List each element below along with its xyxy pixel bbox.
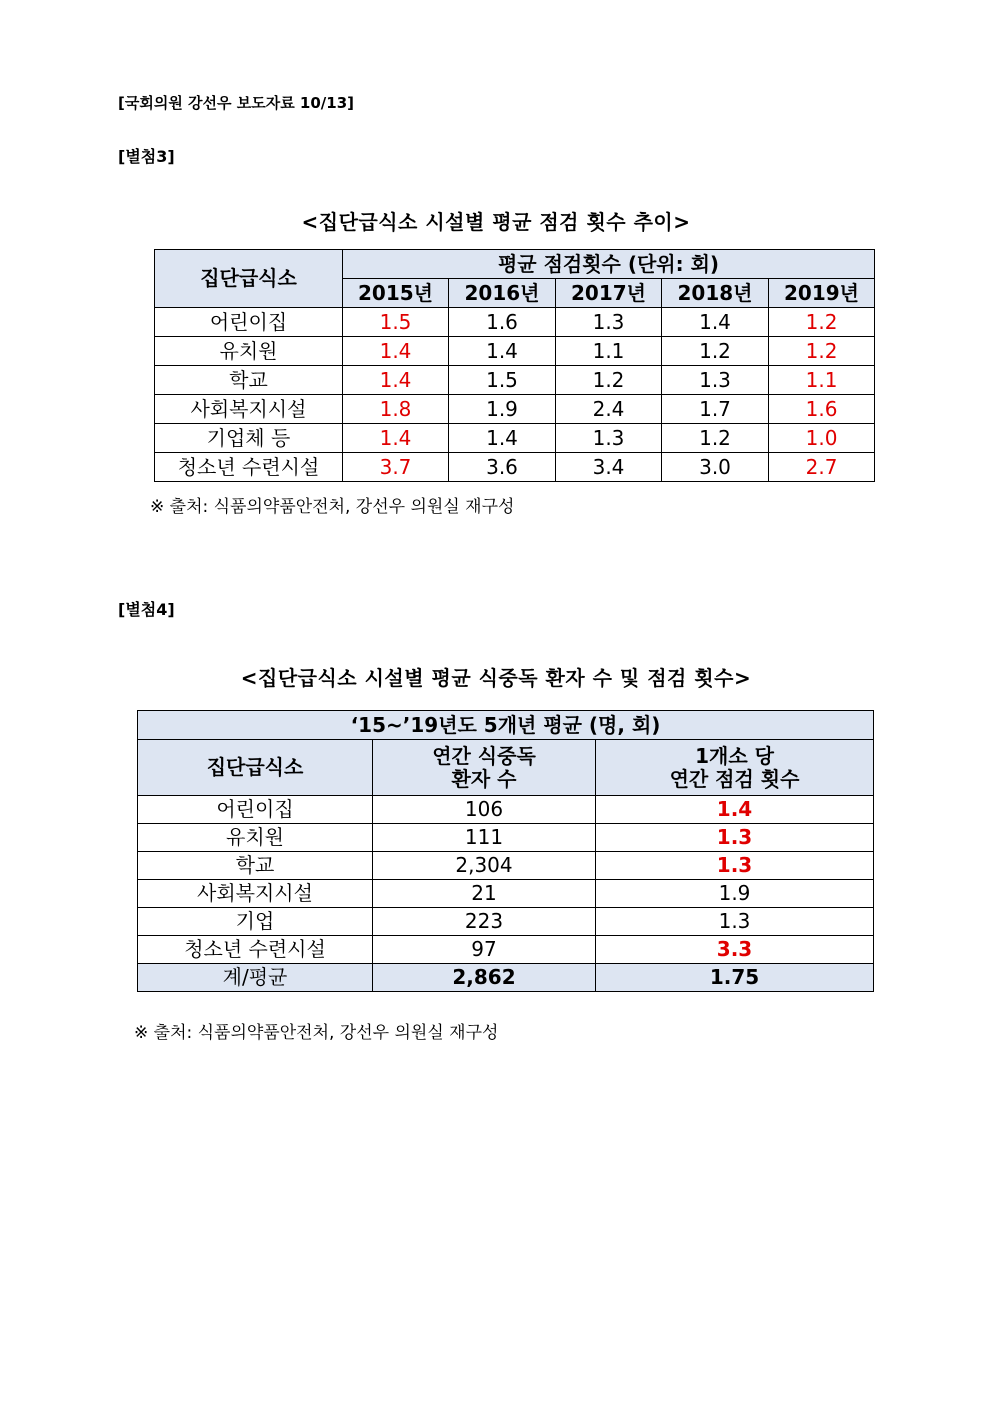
patients-header-line2: 환자 수 bbox=[451, 766, 517, 791]
table-4-source: ※ 출처: 식품의약품안전처, 강선우 의원실 재구성 bbox=[134, 1023, 499, 1043]
inspection-value: 1.6 bbox=[769, 395, 875, 424]
inspection-trend-table bbox=[154, 249, 875, 482]
poisoning-inspection-table bbox=[137, 710, 874, 992]
inspections-column-header bbox=[596, 740, 874, 796]
table-row bbox=[155, 308, 875, 337]
year-header: 2017년 bbox=[556, 279, 662, 308]
avg-inspection-group-header: 평균 점검횟수 (단위: 회) bbox=[343, 250, 875, 279]
press-release-header: [국회의원 강선우 보도자료 10/13] bbox=[118, 94, 354, 112]
inspection-value: 1.4 bbox=[343, 366, 449, 395]
year-header: 2019년 bbox=[769, 279, 875, 308]
facility-name: 어린이집 bbox=[155, 308, 343, 337]
table-row bbox=[155, 337, 875, 366]
table-3-source: ※ 출처: 식품의약품안전처, 강선우 의원실 재구성 bbox=[150, 497, 515, 517]
inspections-value: 1.4 bbox=[596, 796, 874, 824]
inspection-value: 1.4 bbox=[662, 308, 769, 337]
inspections-header-line2: 연간 점검 횟수 bbox=[669, 766, 800, 791]
facility-name: 기업 bbox=[138, 908, 373, 936]
facility-name: 어린이집 bbox=[138, 796, 373, 824]
inspection-value: 3.7 bbox=[343, 453, 449, 482]
inspection-value: 1.0 bbox=[769, 424, 875, 453]
table-4-title: <집단급식소 시설별 평균 식중독 환자 수 및 점검 횟수> bbox=[240, 666, 752, 690]
table-row bbox=[138, 852, 874, 880]
facility-name: 학교 bbox=[155, 366, 343, 395]
attachment-4-label: [별첨4] bbox=[118, 600, 175, 619]
table-row bbox=[155, 424, 875, 453]
patients-value: 111 bbox=[373, 824, 596, 852]
patients-column-header bbox=[373, 740, 596, 796]
inspection-value: 1.1 bbox=[556, 337, 662, 366]
inspection-value: 1.9 bbox=[449, 395, 556, 424]
facility-name: 청소년 수련시설 bbox=[155, 453, 343, 482]
patients-value: 223 bbox=[373, 908, 596, 936]
facility-name: 기업체 등 bbox=[155, 424, 343, 453]
table-row bbox=[155, 453, 875, 482]
patients-header-line1: 연간 식중독 bbox=[432, 743, 536, 768]
table-row bbox=[155, 395, 875, 424]
inspection-value: 1.2 bbox=[556, 366, 662, 395]
year-header: 2016년 bbox=[449, 279, 556, 308]
table-row bbox=[138, 824, 874, 852]
patients-value: 106 bbox=[373, 796, 596, 824]
facility-name: 청소년 수련시설 bbox=[138, 936, 373, 964]
inspections-value: 1.3 bbox=[596, 852, 874, 880]
patients-value: 21 bbox=[373, 880, 596, 908]
inspection-value: 2.4 bbox=[556, 395, 662, 424]
patients-value: 97 bbox=[373, 936, 596, 964]
inspection-value: 1.4 bbox=[449, 424, 556, 453]
inspection-value: 1.8 bbox=[343, 395, 449, 424]
inspections-value: 1.9 bbox=[596, 880, 874, 908]
attachment-3-label: [별첨3] bbox=[118, 147, 175, 166]
table-row bbox=[138, 908, 874, 936]
inspection-value: 3.6 bbox=[449, 453, 556, 482]
patients-value: 2,304 bbox=[373, 852, 596, 880]
inspection-value: 3.0 bbox=[662, 453, 769, 482]
inspection-value: 1.4 bbox=[449, 337, 556, 366]
inspection-value: 1.3 bbox=[556, 308, 662, 337]
inspections-value: 3.3 bbox=[596, 936, 874, 964]
inspection-value: 1.2 bbox=[662, 424, 769, 453]
inspection-value: 3.4 bbox=[556, 453, 662, 482]
inspection-value: 1.5 bbox=[343, 308, 449, 337]
table-row bbox=[155, 366, 875, 395]
year-header: 2015년 bbox=[343, 279, 449, 308]
table-row bbox=[138, 880, 874, 908]
inspection-value: 1.3 bbox=[662, 366, 769, 395]
inspection-value: 1.2 bbox=[769, 337, 875, 366]
inspection-value: 1.6 bbox=[449, 308, 556, 337]
table-row bbox=[138, 936, 874, 964]
average-inspections: 1.75 bbox=[596, 964, 874, 992]
inspection-value: 2.7 bbox=[769, 453, 875, 482]
inspections-header-line1: 1개소 당 bbox=[695, 743, 774, 768]
five-year-average-header: ‘15~’19년도 5개년 평균 (명, 회) bbox=[138, 711, 874, 740]
inspection-value: 1.1 bbox=[769, 366, 875, 395]
inspection-value: 1.4 bbox=[343, 337, 449, 366]
facility-name: 유치원 bbox=[138, 824, 373, 852]
inspection-value: 1.2 bbox=[769, 308, 875, 337]
year-header: 2018년 bbox=[662, 279, 769, 308]
total-patients: 2,862 bbox=[373, 964, 596, 992]
inspections-value: 1.3 bbox=[596, 824, 874, 852]
inspections-value: 1.3 bbox=[596, 908, 874, 936]
inspection-value: 1.5 bbox=[449, 366, 556, 395]
inspection-value: 1.7 bbox=[662, 395, 769, 424]
inspection-value: 1.3 bbox=[556, 424, 662, 453]
inspection-value: 1.4 bbox=[343, 424, 449, 453]
facility-name: 사회복지시설 bbox=[138, 880, 373, 908]
table-3-title: <집단급식소 시설별 평균 점검 횟수 추이> bbox=[301, 210, 691, 234]
facility-name: 유치원 bbox=[155, 337, 343, 366]
facility-column-header: 집단급식소 bbox=[155, 250, 343, 308]
facility-name: 학교 bbox=[138, 852, 373, 880]
inspection-value: 1.2 bbox=[662, 337, 769, 366]
total-label: 계/평균 bbox=[138, 964, 373, 992]
table-row bbox=[138, 796, 874, 824]
facility-column-header: 집단급식소 bbox=[138, 740, 373, 796]
facility-name: 사회복지시설 bbox=[155, 395, 343, 424]
